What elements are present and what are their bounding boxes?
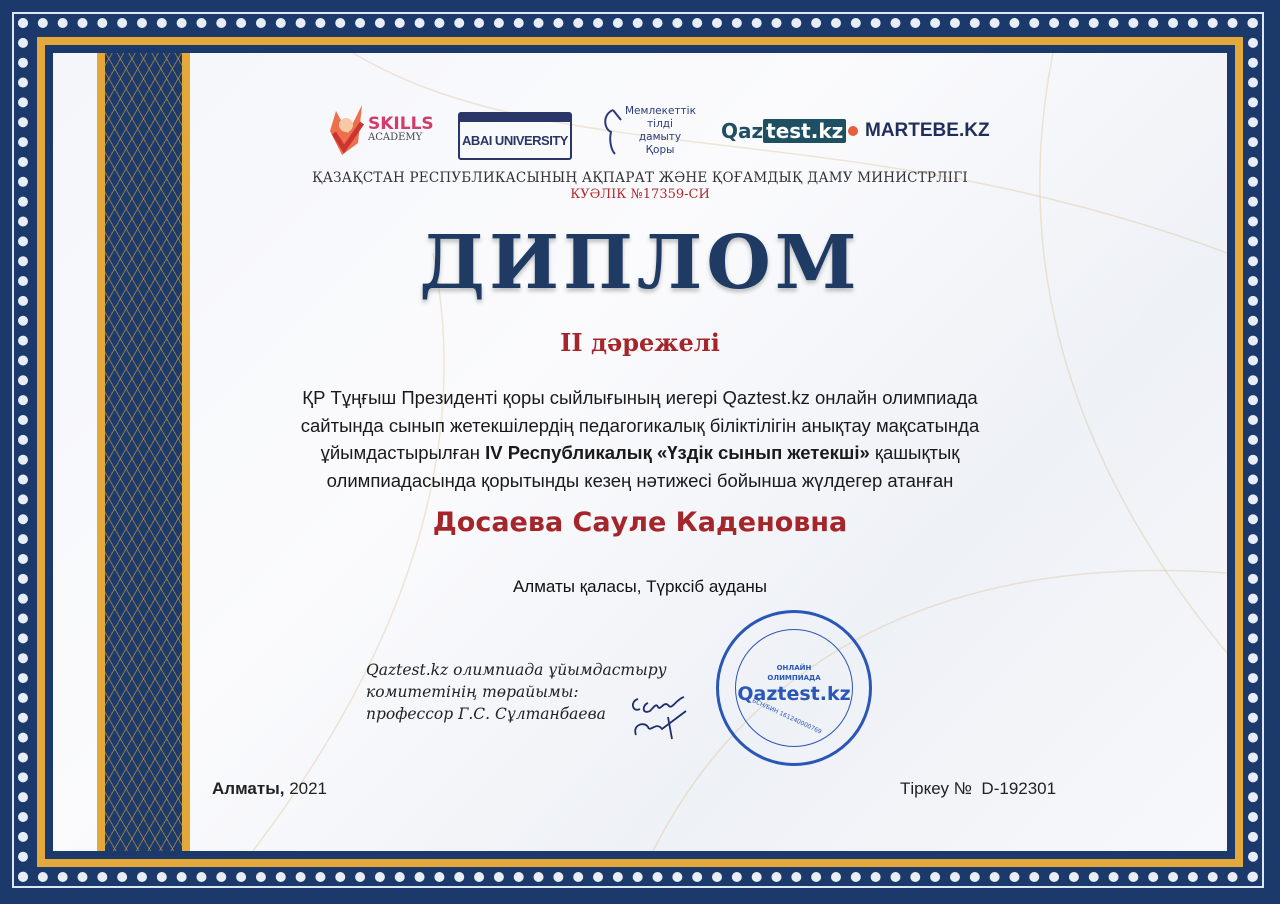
skills-academy-logo: SKILLS ACADEMY bbox=[328, 100, 434, 162]
degree-label: II дәрежелі bbox=[560, 328, 720, 357]
recipient-name: Досаева Сауле Каденовна bbox=[432, 507, 848, 538]
language-fund-logo: Мемлекеттік тілді дамыту Қоры bbox=[601, 100, 695, 162]
martebe-logo: MARTEBE.KZ bbox=[865, 120, 990, 141]
description-line: ұйымдастырылған IV Республикалық «Үздік сынып жетекші» қашықтық bbox=[320, 442, 960, 463]
official-stamp: ОНЛАЙН ОЛИМПИАДА Qaztest.kz БСН/БИН 161240000769 bbox=[716, 610, 872, 766]
qaztest-logo: Qaz test.kz bbox=[721, 100, 858, 162]
diploma-title: ДИПЛОМ bbox=[419, 220, 861, 306]
handwritten-signature bbox=[628, 691, 693, 741]
description-line: сайтында сынып жетекшілердің педагогикалық біліктілігін анықтау мақсатында bbox=[300, 414, 980, 436]
partner-logos bbox=[320, 100, 990, 162]
description-line: ҚР Тұңғыш Президенті қоры сыйлығының иегері Qaztest.kz онлайн олимпиада bbox=[302, 387, 978, 408]
award-description bbox=[53, 384, 1227, 494]
ministry-line: ҚАЗАҚСТАН РЕСПУБЛИКАСЫНЫҢ АҚПАРАТ ЖӘНЕ ҚОҒАМДЫҚ ДАМУ МИНИСТРЛІГІ bbox=[312, 170, 968, 186]
diploma-page bbox=[53, 53, 1227, 851]
abai-university-logo: ABAI UNIVERSITY bbox=[458, 112, 572, 160]
registration-number: Тіркеу № D-192301 bbox=[900, 779, 1057, 798]
description-line: олимпиадасында қорытынды кезең нәтижесі бойынша жүлдегер атанған bbox=[326, 469, 954, 491]
signatory-block: Qaztest.kz олимпиада ұйымдастыру комитетінің төрайымы: профессор Г.С. Сұлтанбаева bbox=[366, 661, 667, 723]
recipient-location: Алматы қаласы, Түрксіб ауданы bbox=[512, 577, 768, 596]
issue-place-date: Алматы, 2021 bbox=[212, 779, 328, 798]
license-number: КУӘЛІК №17359-СИ bbox=[570, 187, 710, 202]
